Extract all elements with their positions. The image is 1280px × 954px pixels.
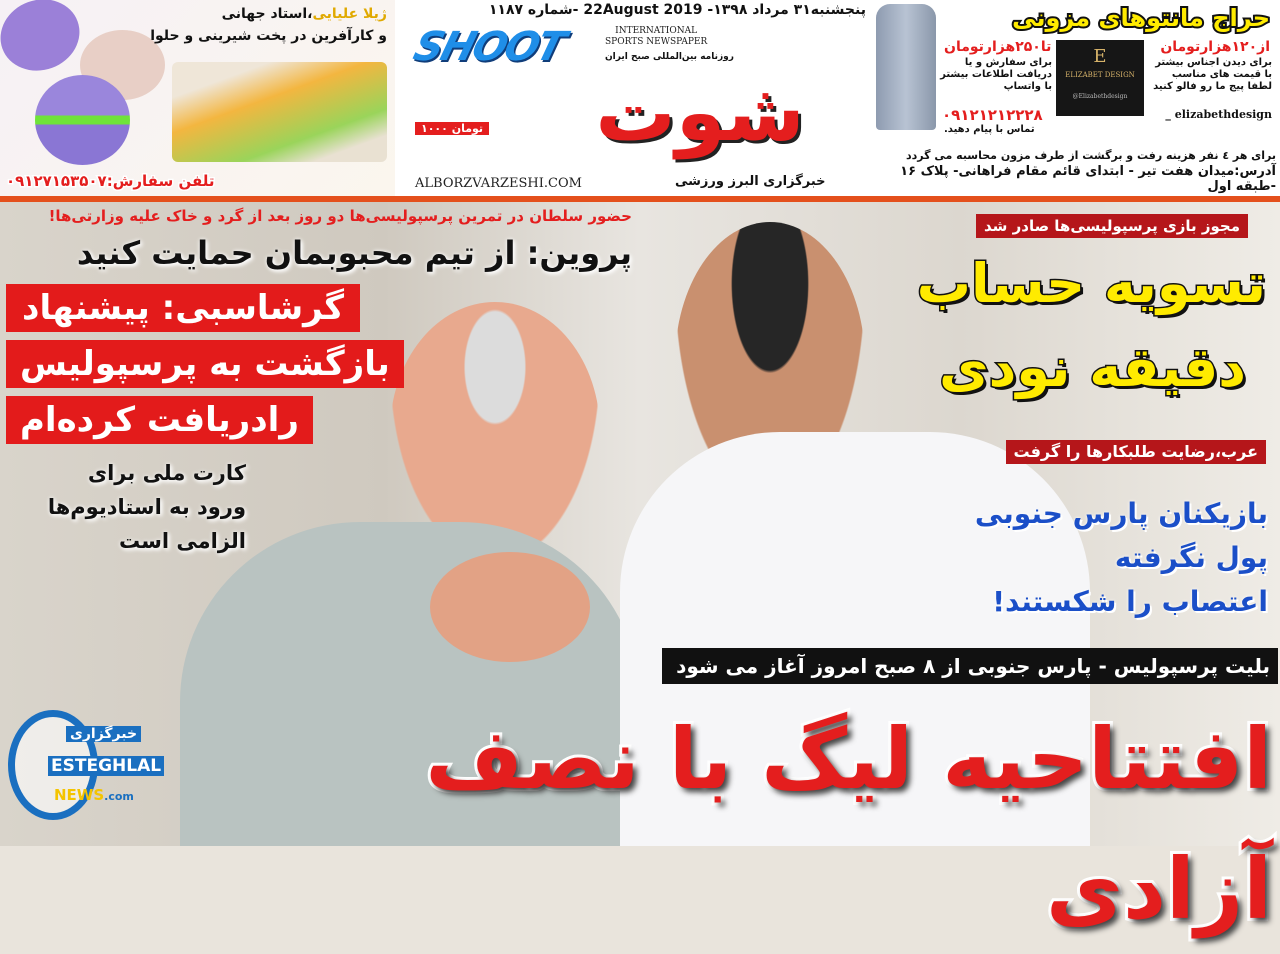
pars-line: پول نگرفته (1114, 541, 1268, 574)
watermark-news: NEWS (54, 786, 105, 804)
settlement-line: دقیقه نودی (939, 336, 1246, 399)
parvin-kicker: حضور سلطان در تمرین پرسپولیسی‌ها دو روز بعد از گرد و خاک علیه وزارتی‌ها! (48, 207, 632, 225)
arab-kicker: عرب،رضایت طلبکارها را گرفت (1006, 440, 1267, 464)
masthead (405, 0, 872, 196)
price-from: از۱۲۰هزارتومان (1160, 39, 1270, 55)
garshasbi-line-2: بازگشت به پرسپولیس (6, 340, 404, 388)
watermark-brand: ESTEGHLAL (48, 756, 164, 776)
boutique-advertisement (872, 0, 1280, 196)
logo-handle: @Elizabethdesign (1072, 93, 1128, 100)
subtitle-en-1: INTERNATIONAL (615, 26, 698, 36)
subtitle-fa: روزنامه بین‌المللی صبح ایران (605, 52, 734, 62)
hand (430, 552, 590, 662)
garshasbi-line-3: رادریافت کرده‌ام (6, 396, 313, 444)
price-label: ۱۰۰۰ تومان (415, 122, 489, 135)
shoot-persian-logo: شوت (595, 66, 805, 159)
pars-story (975, 492, 1268, 624)
instagram-text: برای دیدن اجناس بیشتر با قیمت های مناسب لطفا پیج ما رو فالو کنید (1153, 57, 1272, 92)
transport-note: برای هر ٤ نفر هزینه رفت و برگشت از طرف مزون محاسبه می گردد (906, 149, 1276, 162)
sweets-tray-image (172, 62, 387, 162)
pars-line: بازیکنان پارس جنوبی (974, 497, 1268, 530)
ad-phone: تلفن سفارش:۰۹۱۲۷۱۵۳۵۰۷ (6, 172, 215, 190)
ticket-strip: بلیت پرسپولیس - پارس جنوبی از ۸ صبح امروز آغاز می شود (662, 648, 1278, 684)
price-to: تا۲۵۰هزارتومان (944, 39, 1052, 55)
sweets-advertisement (0, 0, 395, 196)
main-headline: افتتاحیه لیگ با نصف آزادی (425, 710, 1272, 938)
date-line: پنجشنبه۳۱ مرداد ۱۳۹۸- 22August 2019 -شماره ۱۱۸۷ (488, 2, 866, 18)
logo-letter: E (1093, 46, 1107, 67)
garshasbi-line-1: گرشاسبی: پیشنهاد (6, 284, 360, 332)
shoot-logo: SHOOT (408, 24, 569, 70)
garshasbi-story (6, 284, 404, 444)
instagram-handle: elizabethdesign _ (1165, 108, 1272, 121)
whatsapp-text: برای سفارش و یا دریافت اطلاعات بیشتر با واتساپ (940, 57, 1052, 92)
website-label: ALBORZVARZESHI.COM (415, 176, 582, 191)
dress-image (876, 4, 936, 130)
left-column-stories (6, 206, 632, 558)
settlement-line: تسویه حساب (916, 252, 1266, 315)
parvin-headline: پروین: از تیم محبوبمان حمایت کنید (76, 234, 632, 272)
ad-chef-name: ژیلا علیایی (312, 6, 387, 22)
macaron-image (35, 75, 130, 165)
card-line: کارت ملی برای (87, 461, 246, 485)
permit-kicker: مجوز بازی پرسپولیسی‌ها صادر شد (976, 214, 1248, 238)
ad-phone: ۰۹۱۲۱۲۱۲۲۲۸ (942, 106, 1043, 124)
esteghlal-news-watermark (8, 700, 188, 830)
ad-tagline: و کارآفرین در پخت شیرینی و حلوا (150, 28, 387, 44)
agency-label: خبرگزاری البرز ورزشی (675, 174, 826, 189)
pars-line: اعتصاب را شکستند! (992, 585, 1268, 618)
address: آدرس:میدان هفت تیر - ابتدای قائم مقام فراهانی- پلاک ۱۶ -طبقه اول (900, 164, 1276, 194)
national-card-story (6, 456, 246, 558)
subtitle-en-2: SPORTS NEWSPAPER (605, 37, 708, 47)
ad-title: حراج مانتوهای مزونی (1012, 4, 1270, 32)
elizabet-design-logo (1056, 40, 1144, 116)
card-line: ورود به استادیوم‌ها (47, 495, 246, 519)
watermark-persian: خبرگزاری (66, 726, 141, 742)
settlement-headline (917, 242, 1266, 410)
ad-chef-title: ،استاد جهانی (221, 6, 313, 22)
card-line: الزامی است (119, 529, 246, 553)
logo-name: ELIZABET DESIGN (1065, 71, 1135, 79)
macaron-image (0, 0, 90, 82)
ad-footer (878, 149, 1276, 194)
phone-note: تماس با پیام دهید. (944, 124, 1035, 135)
watermark-domain: .com (104, 790, 134, 803)
